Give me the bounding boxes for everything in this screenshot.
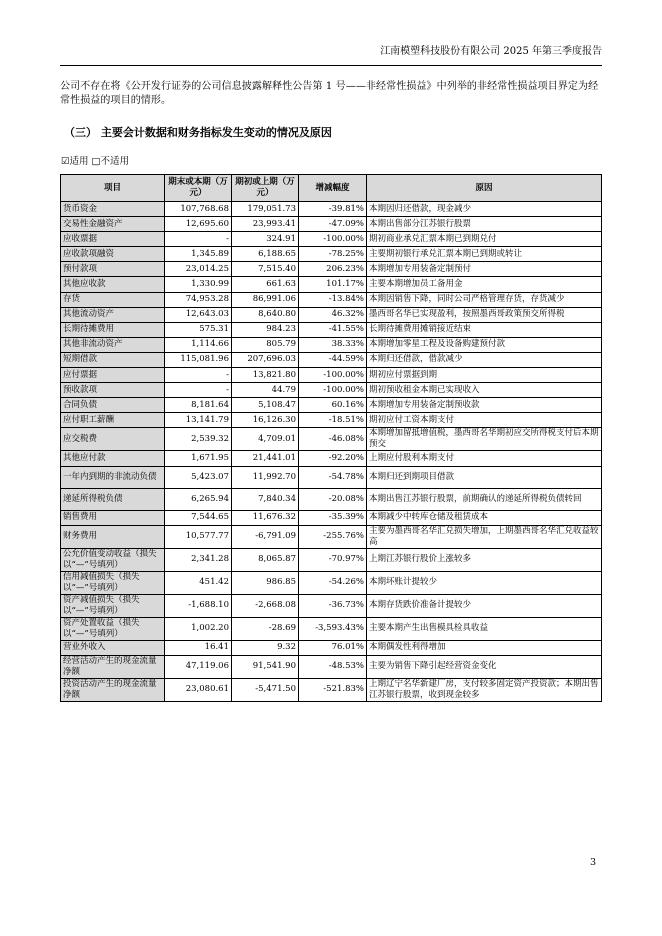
row-change-cell: 206.23% — [299, 262, 367, 277]
row-change-cell: -13.84% — [299, 292, 367, 307]
row-reason-cell: 本期归还到期项目借款 — [367, 466, 602, 488]
row-current-cell: 575.31 — [165, 322, 232, 337]
row-item-cell: 短期借款 — [61, 352, 165, 367]
row-current-cell: 23,080.61 — [165, 678, 232, 701]
row-reason-cell: 本期出售部分江苏银行股票 — [367, 217, 602, 232]
row-current-cell: 1,671.95 — [165, 451, 232, 466]
row-reason-cell: 本期增加留抵增值税，墨西哥名华期初应交所得税支付后本期预交 — [367, 428, 602, 451]
intro-paragraph: 公司不存在将《公开发行证券的公司信息披露解释性公告第 1 号——非经常性损益》中列举的非经常性损益项目界定为经常性损益的项目的情形。 — [60, 81, 599, 106]
row-item-cell: 经营活动产生的现金流量净额 — [61, 655, 165, 678]
table-row — [61, 466, 602, 488]
row-item-cell: 资产减值损失（损失以“—”号填列） — [61, 594, 165, 617]
row-prior-cell: -2,668.08 — [232, 594, 299, 617]
row-prior-cell: 44.79 — [232, 383, 299, 398]
row-change-cell: -100.00% — [299, 232, 367, 247]
row-change-cell: 60.16% — [299, 398, 367, 413]
row-reason-cell: 本期增加零星工程及设备购建预付款 — [367, 337, 602, 352]
header-reason: 原因 — [367, 175, 602, 202]
row-current-cell: 74,953.28 — [165, 292, 232, 307]
table-row — [61, 655, 602, 678]
table-row — [61, 277, 602, 292]
table-row — [61, 262, 602, 277]
table-row — [61, 678, 602, 701]
row-reason-cell: 本期增加专用装备定制预付 — [367, 262, 602, 277]
row-change-cell: -100.00% — [299, 368, 367, 383]
page-number: 3 — [590, 857, 597, 868]
row-prior-cell: 4,709.01 — [232, 428, 299, 451]
row-current-cell: 1,114.66 — [165, 337, 232, 352]
row-item-cell: 存货 — [61, 292, 165, 307]
table-row — [61, 217, 602, 232]
row-prior-cell: 6,188.65 — [232, 247, 299, 262]
table-row — [61, 383, 602, 398]
row-current-cell: 10,577.77 — [165, 525, 232, 548]
table-row — [61, 548, 602, 571]
table-row — [61, 510, 602, 525]
row-change-cell: -54.26% — [299, 571, 367, 594]
row-item-cell: 其他流动资产 — [61, 307, 165, 322]
table-row — [61, 398, 602, 413]
header-current: 期末或本期（万元） — [165, 175, 232, 202]
row-reason-cell: 上期应付股利本期支付 — [367, 451, 602, 466]
row-item-cell: 长期待摊费用 — [61, 322, 165, 337]
row-change-cell: -100.00% — [299, 383, 367, 398]
row-item-cell: 投资活动产生的现金流量净额 — [61, 678, 165, 701]
row-change-cell: -36.73% — [299, 594, 367, 617]
row-prior-cell: 179,051.73 — [232, 202, 299, 217]
row-prior-cell: 9.32 — [232, 640, 299, 655]
row-current-cell: 8,181.64 — [165, 398, 232, 413]
row-current-cell: 1,002.20 — [165, 617, 232, 640]
row-prior-cell: 661.63 — [232, 277, 299, 292]
row-change-cell: -35.39% — [299, 510, 367, 525]
row-change-cell: 46.32% — [299, 307, 367, 322]
row-prior-cell: 5,108.47 — [232, 398, 299, 413]
row-change-cell: -39.81% — [299, 202, 367, 217]
row-change-cell: -255.76% — [299, 525, 367, 548]
row-prior-cell: 207,696.03 — [232, 352, 299, 367]
table-row — [61, 488, 602, 510]
row-reason-cell: 期初应付票据到期 — [367, 368, 602, 383]
row-reason-cell: 本期归还借款，借款减少 — [367, 352, 602, 367]
row-change-cell: -48.53% — [299, 655, 367, 678]
row-current-cell: -1,688.10 — [165, 594, 232, 617]
row-current-cell: 2,539.32 — [165, 428, 232, 451]
row-current-cell: 16.41 — [165, 640, 232, 655]
row-change-cell: -3,593.43% — [299, 617, 367, 640]
row-prior-cell: 7,840.34 — [232, 488, 299, 510]
row-change-cell: -20.08% — [299, 488, 367, 510]
table-row — [61, 413, 602, 428]
row-current-cell: 23,014.25 — [165, 262, 232, 277]
row-prior-cell: 86,991.06 — [232, 292, 299, 307]
applicable-checkbox-label: ☑适用 □不适用 — [61, 156, 130, 167]
row-reason-cell: 期初商业承兑汇票本期已到期兑付 — [367, 232, 602, 247]
row-prior-cell: 91,541.90 — [232, 655, 299, 678]
row-current-cell: 107,768.68 — [165, 202, 232, 217]
row-reason-cell: 本期因销售下降，同时公司严格管理存货，存货减少 — [367, 292, 602, 307]
row-prior-cell: 8,065.87 — [232, 548, 299, 571]
row-change-cell: -46.08% — [299, 428, 367, 451]
row-reason-cell: 主要为墨西哥名华汇兑损失增加，上期墨西哥名华汇兑收益较高 — [367, 525, 602, 548]
table-row — [61, 617, 602, 640]
row-prior-cell: 324.91 — [232, 232, 299, 247]
row-current-cell: 13,141.79 — [165, 413, 232, 428]
row-current-cell: 6,265.94 — [165, 488, 232, 510]
row-change-cell: -47.09% — [299, 217, 367, 232]
row-current-cell: 7,544.65 — [165, 510, 232, 525]
row-item-cell: 预收款项 — [61, 383, 165, 398]
row-current-cell: - — [165, 232, 232, 247]
row-prior-cell: -28.69 — [232, 617, 299, 640]
row-prior-cell: 16,126.30 — [232, 413, 299, 428]
row-change-cell: 101.17% — [299, 277, 367, 292]
row-current-cell: 1,330.99 — [165, 277, 232, 292]
row-prior-cell: 984.23 — [232, 322, 299, 337]
row-reason-cell: 期初预收租金本期已实现收入 — [367, 383, 602, 398]
row-item-cell: 交易性金融资产 — [61, 217, 165, 232]
table-row — [61, 337, 602, 352]
row-item-cell: 应收票据 — [61, 232, 165, 247]
row-reason-cell: 本期减少中转库仓储及租赁成本 — [367, 510, 602, 525]
table-row — [61, 571, 602, 594]
row-prior-cell: -5,471.50 — [232, 678, 299, 701]
row-item-cell: 其他非流动资产 — [61, 337, 165, 352]
row-prior-cell: 805.79 — [232, 337, 299, 352]
row-item-cell: 公允价值变动收益（损失以“—”号填列） — [61, 548, 165, 571]
row-item-cell: 财务费用 — [61, 525, 165, 548]
table-row — [61, 322, 602, 337]
table-row — [61, 247, 602, 262]
table-row — [61, 232, 602, 247]
row-item-cell: 应付职工薪酬 — [61, 413, 165, 428]
row-current-cell: 5,423.07 — [165, 466, 232, 488]
row-reason-cell: 本期增加专用装备定制预收款 — [367, 398, 602, 413]
row-prior-cell: 7,515.40 — [232, 262, 299, 277]
row-reason-cell: 主要为销售下降引起经营资金变化 — [367, 655, 602, 678]
row-item-cell: 一年内到期的非流动负债 — [61, 466, 165, 488]
row-reason-cell: 本期偶发性利得增加 — [367, 640, 602, 655]
row-item-cell: 信用减值损失（损失以“—”号填列） — [61, 571, 165, 594]
row-change-cell: -44.59% — [299, 352, 367, 367]
row-item-cell: 应交税费 — [61, 428, 165, 451]
row-item-cell: 销售费用 — [61, 510, 165, 525]
row-prior-cell: 21,441.01 — [232, 451, 299, 466]
row-change-cell: -78.25% — [299, 247, 367, 262]
row-reason-cell: 墨西哥名华已实现盈利，按照墨西哥政策预交所得税 — [367, 307, 602, 322]
row-current-cell: - — [165, 383, 232, 398]
row-item-cell: 货币资金 — [61, 202, 165, 217]
row-change-cell: 38.33% — [299, 337, 367, 352]
row-current-cell: 12,643.03 — [165, 307, 232, 322]
row-item-cell: 预付款项 — [61, 262, 165, 277]
row-change-cell: -521.83% — [299, 678, 367, 701]
row-reason-cell: 主要本期增加员工备用金 — [367, 277, 602, 292]
row-prior-cell: 11,992.70 — [232, 466, 299, 488]
row-change-cell: -70.97% — [299, 548, 367, 571]
row-reason-cell: 本期出售江苏银行股票，前期确认的递延所得税负债转回 — [367, 488, 602, 510]
row-prior-cell: 986.85 — [232, 571, 299, 594]
row-current-cell: - — [165, 368, 232, 383]
row-current-cell: 451.42 — [165, 571, 232, 594]
table-row — [61, 352, 602, 367]
row-reason-cell: 长期待摊费用摊销接近结束 — [367, 322, 602, 337]
table-row — [61, 594, 602, 617]
row-item-cell: 其他应收款 — [61, 277, 165, 292]
row-reason-cell: 本期存货跌价准备计提较少 — [367, 594, 602, 617]
page-header — [60, 45, 602, 66]
row-item-cell: 其他应付款 — [61, 451, 165, 466]
row-current-cell: 115,081.96 — [165, 352, 232, 367]
row-reason-cell: 本期因归还借款，现金减少 — [367, 202, 602, 217]
row-item-cell: 营业外收入 — [61, 640, 165, 655]
header-title: 江南模塑科技股份有限公司 2025 年第三季度报告 — [380, 46, 602, 57]
row-reason-cell: 主要期初银行承兑汇票本期已到期或转让 — [367, 247, 602, 262]
row-reason-cell: 本期坏账计提较少 — [367, 571, 602, 594]
table-row — [61, 451, 602, 466]
row-change-cell: -54.78% — [299, 466, 367, 488]
row-current-cell: 47,119.06 — [165, 655, 232, 678]
row-item-cell: 资产处置收益（损失以“—”号填列） — [61, 617, 165, 640]
row-prior-cell: 23,993.41 — [232, 217, 299, 232]
row-change-cell: -18.51% — [299, 413, 367, 428]
table-body — [61, 202, 602, 702]
table-row — [61, 640, 602, 655]
row-current-cell: 2,341.28 — [165, 548, 232, 571]
financial-change-table — [60, 174, 602, 702]
row-reason-cell: 主要本期产生出售模具检具收益 — [367, 617, 602, 640]
section-title: （三） 主要会计数据和财务指标发生变动的情况及原因 — [64, 126, 332, 139]
row-current-cell: 12,695.60 — [165, 217, 232, 232]
table-row — [61, 428, 602, 451]
header-item: 项目 — [61, 175, 165, 202]
table-header-row — [61, 175, 602, 202]
row-item-cell: 递延所得税负债 — [61, 488, 165, 510]
table-row — [61, 525, 602, 548]
row-change-cell: -92.20% — [299, 451, 367, 466]
table-row — [61, 307, 602, 322]
row-reason-cell: 上期江苏银行股价上涨较多 — [367, 548, 602, 571]
row-reason-cell: 上期辽宁名华新建厂房，支付较多固定资产投资款；本期出售江苏银行股票，收到现金较多 — [367, 678, 602, 701]
header-prior: 期初或上期（万元） — [232, 175, 299, 202]
row-prior-cell: 11,676.32 — [232, 510, 299, 525]
row-item-cell: 合同负债 — [61, 398, 165, 413]
row-item-cell: 应付票据 — [61, 368, 165, 383]
row-change-cell: -41.55% — [299, 322, 367, 337]
table-row — [61, 368, 602, 383]
table-row — [61, 292, 602, 307]
row-reason-cell: 期初应付工资本期支付 — [367, 413, 602, 428]
row-prior-cell: 13,821.80 — [232, 368, 299, 383]
row-prior-cell: 8,640.80 — [232, 307, 299, 322]
row-item-cell: 应收款项融资 — [61, 247, 165, 262]
table-row — [61, 202, 602, 217]
header-change: 增减幅度 — [299, 175, 367, 202]
row-prior-cell: -6,791.09 — [232, 525, 299, 548]
row-current-cell: 1,345.89 — [165, 247, 232, 262]
row-change-cell: 76.01% — [299, 640, 367, 655]
